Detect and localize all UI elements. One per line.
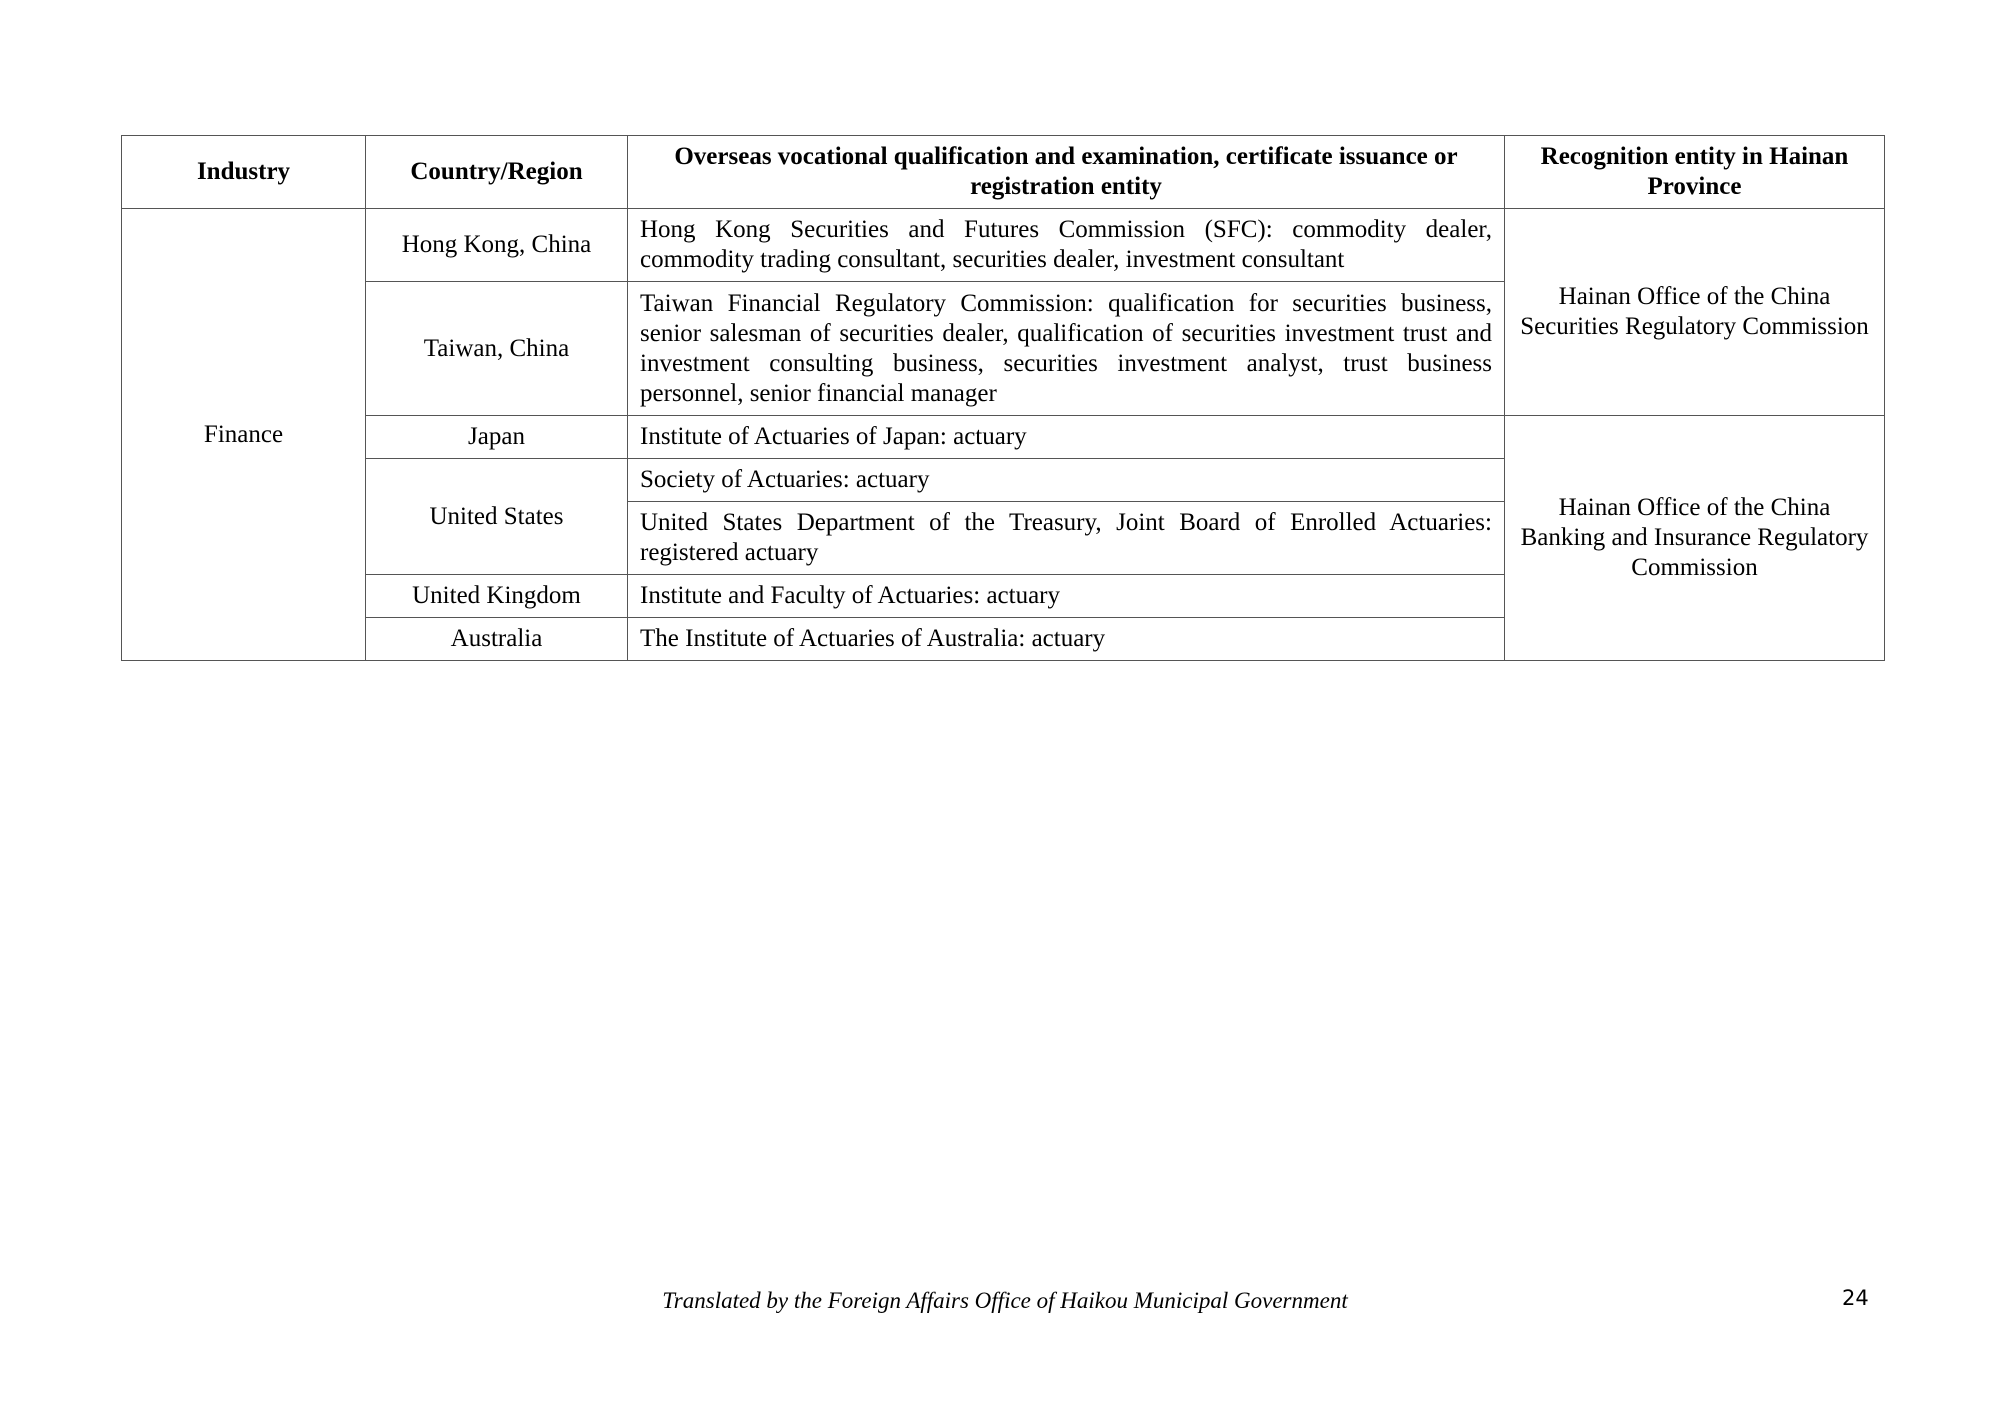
header-recognition-entity: Recognition entity in Hainan Province bbox=[1505, 136, 1885, 209]
recognition-cell: Hainan Office of the China Securities Regulatory Commission bbox=[1505, 209, 1885, 416]
footer-text: Translated by the Foreign Affairs Office of Haikou Municipal Government bbox=[662, 1288, 1348, 1313]
region-cell: Japan bbox=[366, 416, 628, 459]
region-cell: United Kingdom bbox=[366, 575, 628, 618]
entity-cell: The Institute of Actuaries of Australia: actuary bbox=[628, 618, 1505, 661]
header-industry: Industry bbox=[122, 136, 366, 209]
entity-cell: United States Department of the Treasury, Joint Board of Enrolled Actuaries: registered actuary bbox=[628, 502, 1505, 575]
table-row bbox=[122, 209, 1885, 282]
table-row bbox=[122, 416, 1885, 459]
entity-cell: Taiwan Financial Regulatory Commission: qualification for securities business, senior salesman of securities dealer, qualification of securities investment trust and investment consulting business, securities investment analyst, trust business personnel, senior financial manager bbox=[628, 282, 1505, 416]
table-header-row bbox=[122, 136, 1885, 209]
qualification-table bbox=[121, 135, 1885, 661]
recognition-cell: Hainan Office of the China Banking and Insurance Regulatory Commission bbox=[1505, 416, 1885, 661]
region-cell: United States bbox=[366, 459, 628, 575]
region-cell: Taiwan, China bbox=[366, 282, 628, 416]
industry-cell: Finance bbox=[122, 209, 366, 661]
header-overseas-entity: Overseas vocational qualification and examination, certificate issuance or registration entity bbox=[628, 136, 1505, 209]
entity-cell: Institute of Actuaries of Japan: actuary bbox=[628, 416, 1505, 459]
region-cell: Australia bbox=[366, 618, 628, 661]
page-number: 24 bbox=[1842, 1286, 1869, 1310]
entity-cell: Institute and Faculty of Actuaries: actuary bbox=[628, 575, 1505, 618]
entity-cell: Society of Actuaries: actuary bbox=[628, 459, 1505, 502]
region-cell: Hong Kong, China bbox=[366, 209, 628, 282]
header-country-region: Country/Region bbox=[366, 136, 628, 209]
entity-cell: Hong Kong Securities and Futures Commission (SFC): commodity dealer, commodity trading consultant, securities dealer, investment consultant bbox=[628, 209, 1505, 282]
